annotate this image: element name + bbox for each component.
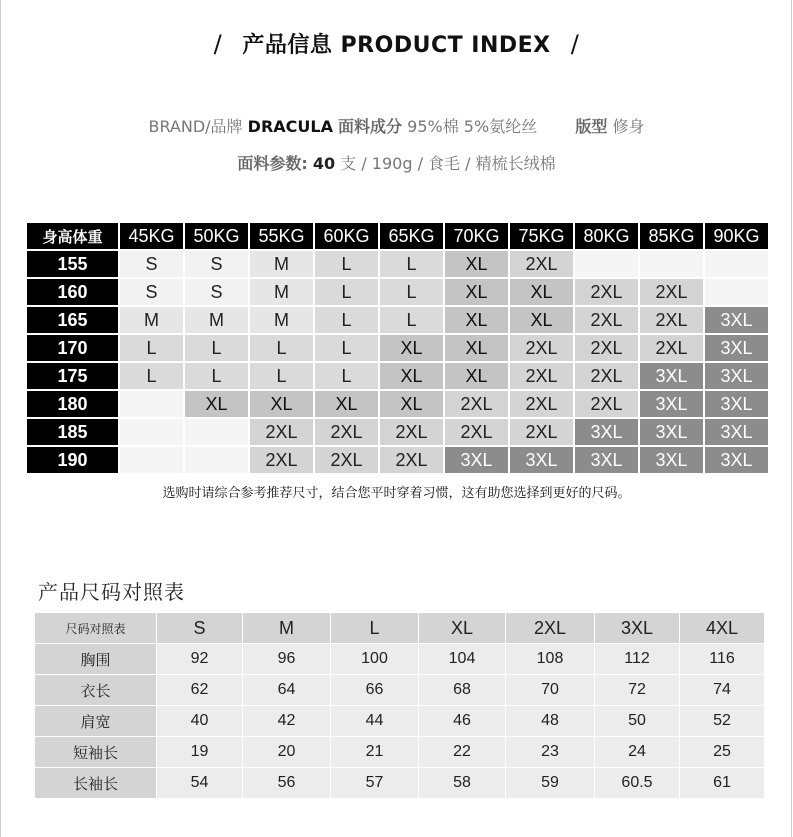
recommended-size-cell: 2XL bbox=[510, 419, 573, 445]
measurement-value: 56 bbox=[243, 768, 331, 799]
recommended-size-cell: 2XL bbox=[575, 335, 638, 361]
recommended-size-cell: XL bbox=[185, 391, 248, 417]
recommended-size-cell: 3XL bbox=[705, 335, 768, 361]
recommended-size-cell: M bbox=[250, 251, 313, 277]
measurement-label: 肩宽 bbox=[35, 706, 157, 737]
measurement-value: 112 bbox=[595, 644, 680, 675]
measurement-value: 62 bbox=[157, 675, 243, 706]
height-label: 170 bbox=[27, 335, 118, 361]
measurement-row bbox=[35, 737, 765, 768]
recommended-size-cell: L bbox=[315, 307, 378, 333]
recommended-size-cell: 3XL bbox=[705, 307, 768, 333]
measurement-value: 108 bbox=[506, 644, 595, 675]
measurement-value: 23 bbox=[506, 737, 595, 768]
product-info-line-2 bbox=[0, 151, 793, 174]
height-label: 190 bbox=[27, 447, 118, 473]
size-header: 4XL bbox=[680, 613, 765, 644]
height-label: 155 bbox=[27, 251, 118, 277]
weight-header: 75KG bbox=[510, 223, 573, 249]
recommended-size-cell: 3XL bbox=[705, 447, 768, 473]
recommended-size-cell: 2XL bbox=[445, 419, 508, 445]
measurement-value: 64 bbox=[243, 675, 331, 706]
recommended-size-cell: 3XL bbox=[575, 419, 638, 445]
measurement-value: 60.5 bbox=[595, 768, 680, 799]
recommended-size-cell: L bbox=[250, 363, 313, 389]
recommended-size-cell: XL bbox=[510, 279, 573, 305]
recommended-size-cell bbox=[185, 447, 248, 473]
recommended-size-cell: 2XL bbox=[445, 391, 508, 417]
recommended-size-cell: 2XL bbox=[575, 391, 638, 417]
params-label: 面料参数: bbox=[237, 154, 308, 173]
measurement-value: 92 bbox=[157, 644, 243, 675]
height-row bbox=[27, 279, 768, 305]
measurement-value: 19 bbox=[157, 737, 243, 768]
weight-header: 80KG bbox=[575, 223, 638, 249]
recommended-size-cell bbox=[120, 419, 183, 445]
measurement-value: 52 bbox=[680, 706, 765, 737]
measurement-value: 24 bbox=[595, 737, 680, 768]
weight-header: 90KG bbox=[705, 223, 768, 249]
recommended-size-cell: 2XL bbox=[510, 335, 573, 361]
params-rest: 支 / 190g / 食毛 / 精梳长绒棉 bbox=[340, 154, 556, 173]
size-chart-table bbox=[34, 612, 765, 799]
page-title bbox=[0, 28, 793, 59]
measurement-value: 58 bbox=[419, 768, 506, 799]
height-row bbox=[27, 307, 768, 333]
recommended-size-cell: 2XL bbox=[315, 447, 378, 473]
weight-header: 55KG bbox=[250, 223, 313, 249]
measurement-value: 25 bbox=[680, 737, 765, 768]
measurement-row bbox=[35, 768, 765, 799]
weight-header: 85KG bbox=[640, 223, 703, 249]
recommended-size-cell: S bbox=[120, 251, 183, 277]
recommended-size-cell bbox=[185, 419, 248, 445]
measurement-value: 66 bbox=[331, 675, 419, 706]
recommended-size-cell: 2XL bbox=[315, 419, 378, 445]
measurement-value: 68 bbox=[419, 675, 506, 706]
recommended-size-cell: M bbox=[120, 307, 183, 333]
recommended-size-cell: 3XL bbox=[705, 391, 768, 417]
recommended-size-cell: 2XL bbox=[640, 335, 703, 361]
measurement-value: 50 bbox=[595, 706, 680, 737]
measurement-value: 116 bbox=[680, 644, 765, 675]
size-recommendation-table bbox=[25, 221, 770, 475]
recommended-size-cell: XL bbox=[380, 391, 443, 417]
size-header: L bbox=[331, 613, 419, 644]
measurement-label: 胸围 bbox=[35, 644, 157, 675]
size-advice-note: 选购时请综合参考推荐尺寸，结合您平时穿着习惯，这有助您选择到更好的尺码。 bbox=[162, 486, 631, 501]
recommended-size-cell: 2XL bbox=[510, 251, 573, 277]
recommended-size-cell: 3XL bbox=[640, 419, 703, 445]
recommended-size-cell bbox=[705, 251, 768, 277]
recommended-size-cell: 2XL bbox=[380, 419, 443, 445]
size-header: M bbox=[243, 613, 331, 644]
size-chart-corner: 尺码对照表 bbox=[35, 613, 157, 644]
measurement-value: 59 bbox=[506, 768, 595, 799]
recommended-size-cell: 2XL bbox=[575, 307, 638, 333]
recommended-size-cell: 3XL bbox=[640, 391, 703, 417]
params-count: 40 bbox=[312, 154, 336, 173]
weight-header: 45KG bbox=[120, 223, 183, 249]
size-header: S bbox=[157, 613, 243, 644]
weight-header: 70KG bbox=[445, 223, 508, 249]
recommended-size-cell: 2XL bbox=[250, 419, 313, 445]
size-chart-title: 产品尺码对照表 bbox=[38, 580, 185, 604]
measurement-label: 短袖长 bbox=[35, 737, 157, 768]
measurement-value: 20 bbox=[243, 737, 331, 768]
fit-value: 修身 bbox=[612, 117, 645, 136]
title-slash-right: / bbox=[570, 30, 580, 58]
measurement-value: 44 bbox=[331, 706, 419, 737]
size-header-row bbox=[35, 613, 765, 644]
measurement-value: 96 bbox=[243, 644, 331, 675]
measurement-value: 61 bbox=[680, 768, 765, 799]
height-row bbox=[27, 419, 768, 445]
recommended-size-cell: XL bbox=[445, 279, 508, 305]
recommended-size-cell: XL bbox=[445, 363, 508, 389]
recommended-size-cell: M bbox=[250, 307, 313, 333]
height-row bbox=[27, 447, 768, 473]
measurement-value: 100 bbox=[331, 644, 419, 675]
recommended-size-cell: L bbox=[120, 363, 183, 389]
recommended-size-cell: S bbox=[185, 251, 248, 277]
brand-label: BRAND/品牌 bbox=[148, 117, 243, 136]
measurement-value: 54 bbox=[157, 768, 243, 799]
recommended-size-cell: 2XL bbox=[250, 447, 313, 473]
measurement-value: 72 bbox=[595, 675, 680, 706]
measurement-value: 40 bbox=[157, 706, 243, 737]
recommended-size-cell: 2XL bbox=[510, 363, 573, 389]
recommended-size-cell: L bbox=[380, 279, 443, 305]
recommended-size-cell: XL bbox=[380, 335, 443, 361]
weight-header: 50KG bbox=[185, 223, 248, 249]
measurement-label: 长袖长 bbox=[35, 768, 157, 799]
recommended-size-cell: 3XL bbox=[705, 363, 768, 389]
recommended-size-cell: 2XL bbox=[640, 307, 703, 333]
recommended-size-cell: XL bbox=[250, 391, 313, 417]
height-weight-corner: 身高体重 bbox=[27, 223, 118, 249]
recommended-size-cell: XL bbox=[315, 391, 378, 417]
recommended-size-cell: L bbox=[185, 363, 248, 389]
recommended-size-cell: XL bbox=[445, 251, 508, 277]
recommended-size-cell: 2XL bbox=[380, 447, 443, 473]
recommended-size-cell: 2XL bbox=[640, 279, 703, 305]
recommended-size-cell: L bbox=[315, 335, 378, 361]
size-header: 3XL bbox=[595, 613, 680, 644]
recommended-size-cell bbox=[120, 391, 183, 417]
recommended-size-cell: M bbox=[250, 279, 313, 305]
recommended-size-cell bbox=[120, 447, 183, 473]
brand-value: DRACULA bbox=[247, 117, 333, 136]
recommended-size-cell: 3XL bbox=[640, 447, 703, 473]
height-row bbox=[27, 335, 768, 361]
size-header: XL bbox=[419, 613, 506, 644]
recommended-size-cell: L bbox=[120, 335, 183, 361]
measurement-value: 57 bbox=[331, 768, 419, 799]
height-row bbox=[27, 363, 768, 389]
product-info-line-1 bbox=[0, 114, 793, 137]
recommended-size-cell: 3XL bbox=[510, 447, 573, 473]
height-row bbox=[27, 391, 768, 417]
fabric-value: 95%棉 5%氨纶丝 bbox=[407, 117, 538, 136]
recommended-size-cell: L bbox=[315, 363, 378, 389]
recommended-size-cell: S bbox=[185, 279, 248, 305]
measurement-value: 70 bbox=[506, 675, 595, 706]
measurement-row bbox=[35, 706, 765, 737]
height-row bbox=[27, 251, 768, 277]
recommended-size-cell: L bbox=[185, 335, 248, 361]
title-slash-left: / bbox=[213, 30, 223, 58]
recommended-size-cell: 3XL bbox=[445, 447, 508, 473]
size-header: 2XL bbox=[506, 613, 595, 644]
weight-header: 65KG bbox=[380, 223, 443, 249]
recommended-size-cell: L bbox=[315, 251, 378, 277]
measurement-value: 74 bbox=[680, 675, 765, 706]
measurement-value: 42 bbox=[243, 706, 331, 737]
weight-header: 60KG bbox=[315, 223, 378, 249]
measurement-value: 22 bbox=[419, 737, 506, 768]
recommended-size-cell: XL bbox=[445, 335, 508, 361]
recommended-size-cell: M bbox=[185, 307, 248, 333]
recommended-size-cell: S bbox=[120, 279, 183, 305]
recommended-size-cell: 2XL bbox=[575, 279, 638, 305]
recommended-size-cell: 3XL bbox=[575, 447, 638, 473]
measurement-value: 104 bbox=[419, 644, 506, 675]
recommended-size-cell: 2XL bbox=[510, 391, 573, 417]
measurement-label: 衣长 bbox=[35, 675, 157, 706]
recommended-size-cell: 3XL bbox=[705, 419, 768, 445]
measurement-row bbox=[35, 675, 765, 706]
recommended-size-cell bbox=[705, 279, 768, 305]
measurement-value: 21 bbox=[331, 737, 419, 768]
recommended-size-cell: XL bbox=[380, 363, 443, 389]
weight-header-row bbox=[27, 223, 768, 249]
recommended-size-cell bbox=[575, 251, 638, 277]
fit-label: 版型 bbox=[575, 117, 608, 136]
recommended-size-cell: L bbox=[380, 307, 443, 333]
recommended-size-cell: L bbox=[380, 251, 443, 277]
recommended-size-cell: L bbox=[250, 335, 313, 361]
title-text: 产品信息 PRODUCT INDEX bbox=[242, 33, 551, 58]
recommended-size-cell: XL bbox=[445, 307, 508, 333]
height-label: 185 bbox=[27, 419, 118, 445]
height-label: 165 bbox=[27, 307, 118, 333]
height-label: 175 bbox=[27, 363, 118, 389]
height-label: 160 bbox=[27, 279, 118, 305]
recommended-size-cell: L bbox=[315, 279, 378, 305]
measurement-value: 46 bbox=[419, 706, 506, 737]
height-label: 180 bbox=[27, 391, 118, 417]
recommended-size-cell: 3XL bbox=[640, 363, 703, 389]
measurement-value: 48 bbox=[506, 706, 595, 737]
measurement-row bbox=[35, 644, 765, 675]
recommended-size-cell: 2XL bbox=[575, 363, 638, 389]
fabric-label: 面料成分 bbox=[338, 117, 403, 136]
recommended-size-cell bbox=[640, 251, 703, 277]
recommended-size-cell: XL bbox=[510, 307, 573, 333]
